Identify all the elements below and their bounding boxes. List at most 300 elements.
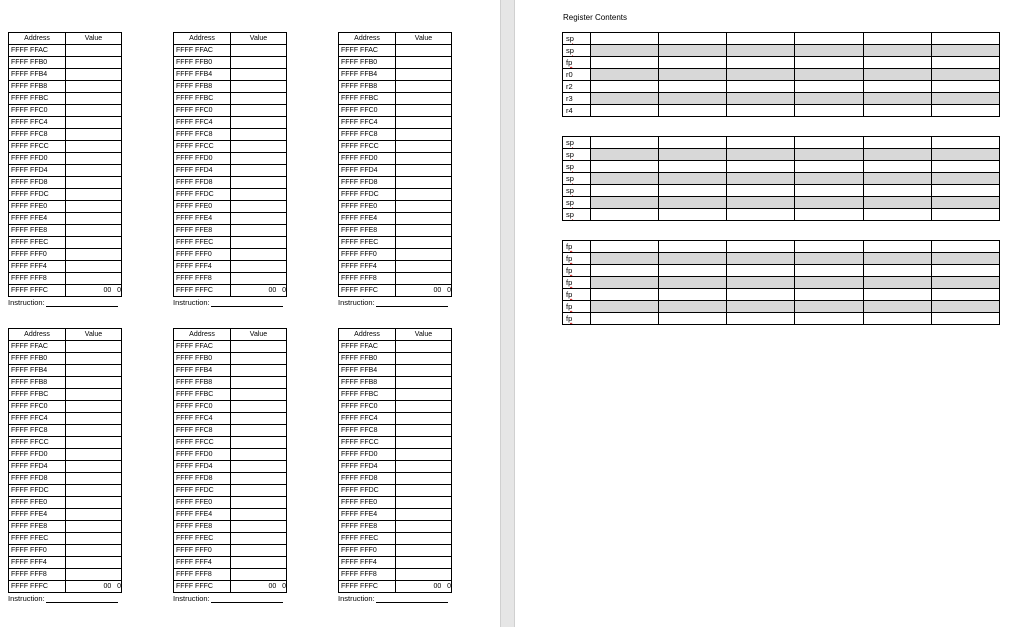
register-value-cell[interactable] bbox=[863, 301, 931, 313]
value-cell[interactable] bbox=[396, 497, 452, 509]
address-cell: FFFF FFD4 bbox=[174, 461, 231, 473]
register-value-cell[interactable] bbox=[591, 137, 659, 149]
value-cell[interactable] bbox=[66, 533, 122, 545]
value-cell[interactable] bbox=[66, 461, 122, 473]
register-value-cell[interactable] bbox=[659, 277, 727, 289]
value-cell[interactable] bbox=[396, 545, 452, 557]
register-value-cell[interactable] bbox=[591, 197, 659, 209]
value-cell[interactable] bbox=[66, 141, 122, 153]
value-cell[interactable] bbox=[231, 557, 287, 569]
register-value-cell[interactable] bbox=[863, 161, 931, 173]
value-cell[interactable] bbox=[396, 521, 452, 533]
memory-row bbox=[9, 81, 122, 93]
memory-row bbox=[339, 93, 452, 105]
memory-row bbox=[174, 581, 287, 593]
register-value-cell[interactable] bbox=[931, 33, 999, 45]
register-value-cell[interactable] bbox=[727, 45, 795, 57]
value-cell[interactable] bbox=[396, 261, 452, 273]
value-cell[interactable] bbox=[396, 557, 452, 569]
memory-row bbox=[174, 261, 287, 273]
memory-row bbox=[339, 237, 452, 249]
register-value-cell[interactable] bbox=[591, 161, 659, 173]
register-value-cell[interactable] bbox=[659, 185, 727, 197]
value-cell[interactable] bbox=[396, 57, 452, 69]
register-value-cell[interactable] bbox=[591, 313, 659, 325]
value-cell[interactable] bbox=[66, 213, 122, 225]
value-cell[interactable] bbox=[66, 261, 122, 273]
address-cell: FFFF FFF0 bbox=[9, 545, 66, 557]
register-value-cell[interactable] bbox=[863, 253, 931, 265]
register-value-cell[interactable] bbox=[931, 69, 999, 81]
register-value-cell[interactable] bbox=[863, 137, 931, 149]
register-value-cell[interactable] bbox=[659, 45, 727, 57]
register-value-cell[interactable] bbox=[659, 253, 727, 265]
address-cell: FFFF FFAC bbox=[339, 45, 396, 57]
register-name: sp bbox=[566, 137, 574, 147]
register-value-cell[interactable] bbox=[795, 93, 863, 105]
value-cell[interactable] bbox=[231, 353, 287, 365]
register-value-cell[interactable] bbox=[795, 149, 863, 161]
value-cell[interactable] bbox=[396, 509, 452, 521]
register-value-cell[interactable] bbox=[591, 289, 659, 301]
register-value-cell[interactable] bbox=[659, 161, 727, 173]
register-value-cell[interactable] bbox=[863, 81, 931, 93]
value-cell[interactable] bbox=[66, 509, 122, 521]
instruction-blank[interactable] bbox=[211, 299, 283, 307]
register-value-cell[interactable] bbox=[795, 57, 863, 69]
register-value-cell[interactable] bbox=[659, 105, 727, 117]
register-value-cell[interactable] bbox=[659, 149, 727, 161]
register-value-cell[interactable] bbox=[591, 33, 659, 45]
value-cell[interactable] bbox=[66, 189, 122, 201]
value-cell[interactable] bbox=[231, 377, 287, 389]
register-value-cell[interactable] bbox=[591, 93, 659, 105]
register-value-cell[interactable] bbox=[727, 149, 795, 161]
value-cell[interactable] bbox=[231, 341, 287, 353]
value-cell[interactable] bbox=[231, 389, 287, 401]
register-value-cell[interactable] bbox=[931, 161, 999, 173]
register-value-cell[interactable] bbox=[931, 277, 999, 289]
value-cell[interactable] bbox=[396, 165, 452, 177]
value-cell[interactable] bbox=[231, 81, 287, 93]
register-value-cell[interactable] bbox=[931, 173, 999, 185]
value-cell[interactable] bbox=[396, 249, 452, 261]
value-cell[interactable] bbox=[66, 401, 122, 413]
value-cell[interactable] bbox=[396, 225, 452, 237]
register-label bbox=[563, 33, 591, 45]
register-value-cell[interactable] bbox=[931, 313, 999, 325]
register-value-cell[interactable] bbox=[863, 277, 931, 289]
value-cell[interactable] bbox=[231, 177, 287, 189]
value-cell[interactable] bbox=[231, 213, 287, 225]
value-cell[interactable] bbox=[231, 189, 287, 201]
value-cell[interactable] bbox=[66, 449, 122, 461]
memory-row bbox=[174, 461, 287, 473]
register-value-cell[interactable] bbox=[863, 69, 931, 81]
register-value-cell[interactable] bbox=[795, 45, 863, 57]
register-value-cell[interactable] bbox=[727, 277, 795, 289]
memory-row bbox=[174, 569, 287, 581]
value-cell[interactable] bbox=[231, 45, 287, 57]
value-cell[interactable] bbox=[66, 557, 122, 569]
register-value-cell[interactable] bbox=[659, 173, 727, 185]
instruction-blank[interactable] bbox=[211, 595, 283, 603]
register-value-cell[interactable] bbox=[591, 45, 659, 57]
register-value-cell[interactable] bbox=[591, 253, 659, 265]
register-value-cell[interactable] bbox=[863, 209, 931, 221]
value-cell[interactable] bbox=[231, 57, 287, 69]
register-value-cell[interactable] bbox=[863, 33, 931, 45]
value-cell[interactable] bbox=[66, 93, 122, 105]
register-value-cell[interactable] bbox=[931, 45, 999, 57]
value-cell[interactable] bbox=[396, 401, 452, 413]
register-value-cell[interactable] bbox=[795, 137, 863, 149]
register-value-cell[interactable] bbox=[795, 253, 863, 265]
register-value-cell[interactable] bbox=[795, 313, 863, 325]
register-value-cell[interactable] bbox=[727, 265, 795, 277]
value-cell[interactable] bbox=[66, 165, 122, 177]
register-value-cell[interactable] bbox=[659, 93, 727, 105]
value-cell[interactable] bbox=[66, 497, 122, 509]
value-cell[interactable] bbox=[396, 273, 452, 285]
instruction-label: Instruction: bbox=[338, 298, 375, 307]
register-name: fp bbox=[566, 289, 573, 299]
register-value-cell[interactable] bbox=[727, 173, 795, 185]
value-cell[interactable] bbox=[231, 485, 287, 497]
address-cell: FFFF FFC0 bbox=[174, 401, 231, 413]
register-value-cell[interactable] bbox=[863, 241, 931, 253]
register-value-cell[interactable] bbox=[795, 173, 863, 185]
register-value-cell[interactable] bbox=[931, 253, 999, 265]
register-value-cell[interactable] bbox=[863, 289, 931, 301]
register-value-cell[interactable] bbox=[659, 69, 727, 81]
memory-row bbox=[339, 129, 452, 141]
register-value-cell[interactable] bbox=[931, 185, 999, 197]
register-value-cell[interactable] bbox=[659, 313, 727, 325]
address-cell: FFFF FFE0 bbox=[9, 497, 66, 509]
register-value-cell[interactable] bbox=[591, 57, 659, 69]
register-value-cell[interactable] bbox=[727, 289, 795, 301]
register-value-cell[interactable] bbox=[863, 45, 931, 57]
value-cell[interactable] bbox=[66, 177, 122, 189]
register-value-cell[interactable] bbox=[727, 57, 795, 69]
address-cell: FFFF FFDC bbox=[174, 485, 231, 497]
address-cell: FFFF FFFC bbox=[9, 581, 66, 593]
register-value-cell[interactable] bbox=[863, 313, 931, 325]
register-value-cell[interactable] bbox=[931, 289, 999, 301]
value-cell[interactable] bbox=[396, 365, 452, 377]
register-value-cell[interactable] bbox=[659, 137, 727, 149]
memory-row bbox=[339, 285, 452, 297]
register-value-cell[interactable] bbox=[727, 137, 795, 149]
memory-row bbox=[9, 341, 122, 353]
register-value-cell[interactable] bbox=[727, 313, 795, 325]
value-cell[interactable] bbox=[231, 201, 287, 213]
value-cell[interactable] bbox=[66, 485, 122, 497]
register-value-cell[interactable] bbox=[727, 33, 795, 45]
register-value-cell[interactable] bbox=[931, 137, 999, 149]
value-cell[interactable] bbox=[396, 141, 452, 153]
value-cell[interactable] bbox=[396, 117, 452, 129]
value-cell[interactable] bbox=[396, 237, 452, 249]
value-cell[interactable] bbox=[66, 117, 122, 129]
register-value-cell[interactable] bbox=[863, 173, 931, 185]
value-cell[interactable] bbox=[396, 341, 452, 353]
register-value-cell[interactable] bbox=[931, 81, 999, 93]
register-value-cell[interactable] bbox=[795, 33, 863, 45]
register-value-cell[interactable] bbox=[659, 33, 727, 45]
address-cell: FFFF FFE0 bbox=[339, 201, 396, 213]
instruction-blank[interactable] bbox=[46, 299, 118, 307]
value-cell[interactable] bbox=[231, 237, 287, 249]
register-value-cell[interactable] bbox=[795, 81, 863, 93]
value-cell[interactable] bbox=[231, 69, 287, 81]
register-value-cell[interactable] bbox=[863, 149, 931, 161]
memory-row bbox=[9, 545, 122, 557]
value-cell[interactable] bbox=[231, 225, 287, 237]
value-cell[interactable] bbox=[396, 377, 452, 389]
memory-row bbox=[9, 273, 122, 285]
register-value-cell[interactable] bbox=[591, 69, 659, 81]
value-cell[interactable] bbox=[231, 117, 287, 129]
address-cell: FFFF FFD0 bbox=[9, 153, 66, 165]
value-cell[interactable] bbox=[231, 437, 287, 449]
register-value-cell[interactable] bbox=[795, 161, 863, 173]
memory-table-3 bbox=[338, 32, 451, 307]
address-cell: FFFF FFF4 bbox=[339, 557, 396, 569]
register-value-cell[interactable] bbox=[795, 289, 863, 301]
value-cell[interactable] bbox=[231, 461, 287, 473]
value-cell[interactable] bbox=[396, 569, 452, 581]
value-cell[interactable] bbox=[231, 165, 287, 177]
value-cell[interactable]: 00 0 bbox=[66, 285, 122, 297]
value-cell[interactable] bbox=[396, 353, 452, 365]
value-cell[interactable] bbox=[66, 201, 122, 213]
value-cell[interactable] bbox=[66, 413, 122, 425]
register-value-cell[interactable] bbox=[659, 289, 727, 301]
register-value-cell[interactable] bbox=[659, 197, 727, 209]
register-value-cell[interactable] bbox=[591, 105, 659, 117]
value-cell[interactable] bbox=[231, 141, 287, 153]
value-cell[interactable] bbox=[396, 449, 452, 461]
value-cell[interactable] bbox=[396, 461, 452, 473]
register-value-cell[interactable] bbox=[659, 265, 727, 277]
value-cell[interactable] bbox=[66, 153, 122, 165]
register-value-cell[interactable] bbox=[727, 93, 795, 105]
register-value-cell[interactable] bbox=[931, 265, 999, 277]
instruction-blank[interactable] bbox=[46, 595, 118, 603]
register-value-cell[interactable] bbox=[727, 185, 795, 197]
value-cell[interactable] bbox=[66, 377, 122, 389]
memory-row bbox=[9, 117, 122, 129]
value-cell[interactable] bbox=[396, 413, 452, 425]
value-cell[interactable]: 00 0 bbox=[396, 285, 452, 297]
register-value-cell[interactable] bbox=[795, 209, 863, 221]
register-value-cell[interactable] bbox=[931, 57, 999, 69]
value-cell[interactable] bbox=[66, 341, 122, 353]
register-value-cell[interactable] bbox=[659, 209, 727, 221]
memory-row bbox=[339, 365, 452, 377]
value-cell[interactable] bbox=[66, 129, 122, 141]
address-cell: FFFF FFE8 bbox=[339, 521, 396, 533]
value-cell[interactable] bbox=[66, 437, 122, 449]
value-cell[interactable] bbox=[231, 413, 287, 425]
instruction-label: Instruction: bbox=[173, 298, 210, 307]
value-cell[interactable]: 00 0 bbox=[66, 581, 122, 593]
value-cell[interactable] bbox=[66, 389, 122, 401]
register-value-cell[interactable] bbox=[659, 301, 727, 313]
register-value-cell[interactable] bbox=[591, 301, 659, 313]
value-cell[interactable] bbox=[231, 153, 287, 165]
value-cell[interactable] bbox=[231, 249, 287, 261]
value-cell[interactable] bbox=[66, 273, 122, 285]
value-cell[interactable] bbox=[66, 69, 122, 81]
value-cell[interactable] bbox=[231, 569, 287, 581]
register-value-cell[interactable] bbox=[795, 277, 863, 289]
register-value-cell[interactable] bbox=[727, 105, 795, 117]
address-cell: FFFF FFE8 bbox=[9, 225, 66, 237]
value-cell[interactable]: 00 0 bbox=[231, 285, 287, 297]
address-cell: FFFF FFE0 bbox=[339, 497, 396, 509]
register-value-cell[interactable] bbox=[795, 69, 863, 81]
value-cell[interactable] bbox=[66, 545, 122, 557]
value-cell[interactable] bbox=[66, 105, 122, 117]
register-value-cell[interactable] bbox=[727, 209, 795, 221]
register-value-cell[interactable] bbox=[591, 185, 659, 197]
value-cell[interactable] bbox=[231, 273, 287, 285]
value-cell[interactable] bbox=[66, 425, 122, 437]
value-cell[interactable] bbox=[231, 93, 287, 105]
register-value-cell[interactable] bbox=[863, 105, 931, 117]
register-value-cell[interactable] bbox=[931, 93, 999, 105]
value-cell[interactable] bbox=[231, 449, 287, 461]
value-cell[interactable] bbox=[396, 473, 452, 485]
value-cell[interactable] bbox=[396, 533, 452, 545]
value-cell[interactable] bbox=[231, 401, 287, 413]
register-value-cell[interactable] bbox=[591, 81, 659, 93]
memory-row bbox=[339, 165, 452, 177]
register-value-cell[interactable] bbox=[591, 173, 659, 185]
value-cell[interactable] bbox=[66, 57, 122, 69]
register-value-cell[interactable] bbox=[863, 185, 931, 197]
register-value-cell[interactable] bbox=[727, 81, 795, 93]
value-cell[interactable] bbox=[231, 261, 287, 273]
register-value-cell[interactable] bbox=[931, 197, 999, 209]
value-cell[interactable] bbox=[231, 425, 287, 437]
register-value-cell[interactable] bbox=[659, 57, 727, 69]
register-row bbox=[563, 265, 1000, 277]
value-cell[interactable] bbox=[231, 473, 287, 485]
address-cell: FFFF FFC8 bbox=[339, 129, 396, 141]
value-cell[interactable] bbox=[396, 105, 452, 117]
register-value-cell[interactable] bbox=[591, 277, 659, 289]
register-value-cell[interactable] bbox=[795, 301, 863, 313]
instruction-blank[interactable] bbox=[376, 595, 448, 603]
value-cell[interactable] bbox=[231, 533, 287, 545]
value-cell[interactable] bbox=[396, 201, 452, 213]
register-value-cell[interactable] bbox=[795, 185, 863, 197]
value-cell[interactable] bbox=[396, 153, 452, 165]
register-value-cell[interactable] bbox=[863, 265, 931, 277]
value-cell[interactable] bbox=[396, 189, 452, 201]
register-value-cell[interactable] bbox=[591, 265, 659, 277]
register-value-cell[interactable] bbox=[591, 241, 659, 253]
value-cell[interactable] bbox=[66, 521, 122, 533]
register-value-cell[interactable] bbox=[795, 265, 863, 277]
value-cell[interactable] bbox=[396, 213, 452, 225]
value-cell[interactable] bbox=[396, 93, 452, 105]
memory-row bbox=[339, 461, 452, 473]
value-cell[interactable] bbox=[66, 249, 122, 261]
value-cell[interactable] bbox=[66, 237, 122, 249]
register-value-cell[interactable] bbox=[795, 197, 863, 209]
memory-row bbox=[339, 261, 452, 273]
value-cell[interactable] bbox=[231, 497, 287, 509]
register-value-cell[interactable] bbox=[727, 301, 795, 313]
value-cell[interactable] bbox=[231, 545, 287, 557]
value-cell[interactable] bbox=[66, 353, 122, 365]
register-value-cell[interactable] bbox=[659, 81, 727, 93]
register-name: sp bbox=[566, 185, 574, 195]
instruction-blank[interactable] bbox=[376, 299, 448, 307]
register-value-cell[interactable] bbox=[863, 197, 931, 209]
memory-row bbox=[9, 93, 122, 105]
value-cell[interactable] bbox=[396, 81, 452, 93]
value-cell[interactable] bbox=[396, 177, 452, 189]
value-cell[interactable] bbox=[396, 437, 452, 449]
value-cell[interactable]: 00 0 bbox=[396, 581, 452, 593]
register-value-cell[interactable] bbox=[591, 149, 659, 161]
register-value-cell[interactable] bbox=[727, 241, 795, 253]
register-value-cell[interactable] bbox=[727, 197, 795, 209]
value-cell[interactable] bbox=[66, 473, 122, 485]
register-value-cell[interactable] bbox=[659, 241, 727, 253]
value-cell[interactable] bbox=[396, 485, 452, 497]
register-value-cell[interactable] bbox=[931, 241, 999, 253]
value-cell[interactable] bbox=[396, 129, 452, 141]
value-cell[interactable] bbox=[66, 569, 122, 581]
register-value-cell[interactable] bbox=[931, 209, 999, 221]
address-cell: FFFF FFB8 bbox=[174, 81, 231, 93]
address-cell: FFFF FFF0 bbox=[339, 249, 396, 261]
value-cell[interactable] bbox=[231, 365, 287, 377]
value-cell[interactable] bbox=[66, 225, 122, 237]
value-cell[interactable] bbox=[396, 425, 452, 437]
register-value-cell[interactable] bbox=[863, 93, 931, 105]
register-value-cell[interactable] bbox=[727, 69, 795, 81]
register-value-cell[interactable] bbox=[931, 149, 999, 161]
value-cell[interactable] bbox=[396, 389, 452, 401]
value-cell[interactable] bbox=[66, 81, 122, 93]
value-cell[interactable] bbox=[231, 521, 287, 533]
register-value-cell[interactable] bbox=[931, 105, 999, 117]
register-value-cell[interactable] bbox=[931, 301, 999, 313]
value-cell[interactable] bbox=[66, 45, 122, 57]
value-cell[interactable] bbox=[66, 365, 122, 377]
register-value-cell[interactable] bbox=[863, 57, 931, 69]
value-cell[interactable] bbox=[231, 129, 287, 141]
register-value-cell[interactable] bbox=[795, 241, 863, 253]
register-value-cell[interactable] bbox=[727, 161, 795, 173]
value-cell[interactable] bbox=[396, 45, 452, 57]
value-cell[interactable]: 00 0 bbox=[231, 581, 287, 593]
value-cell[interactable] bbox=[231, 509, 287, 521]
register-value-cell[interactable] bbox=[727, 253, 795, 265]
register-value-cell[interactable] bbox=[591, 209, 659, 221]
value-cell[interactable] bbox=[396, 69, 452, 81]
value-cell[interactable] bbox=[231, 105, 287, 117]
register-value-cell[interactable] bbox=[795, 105, 863, 117]
